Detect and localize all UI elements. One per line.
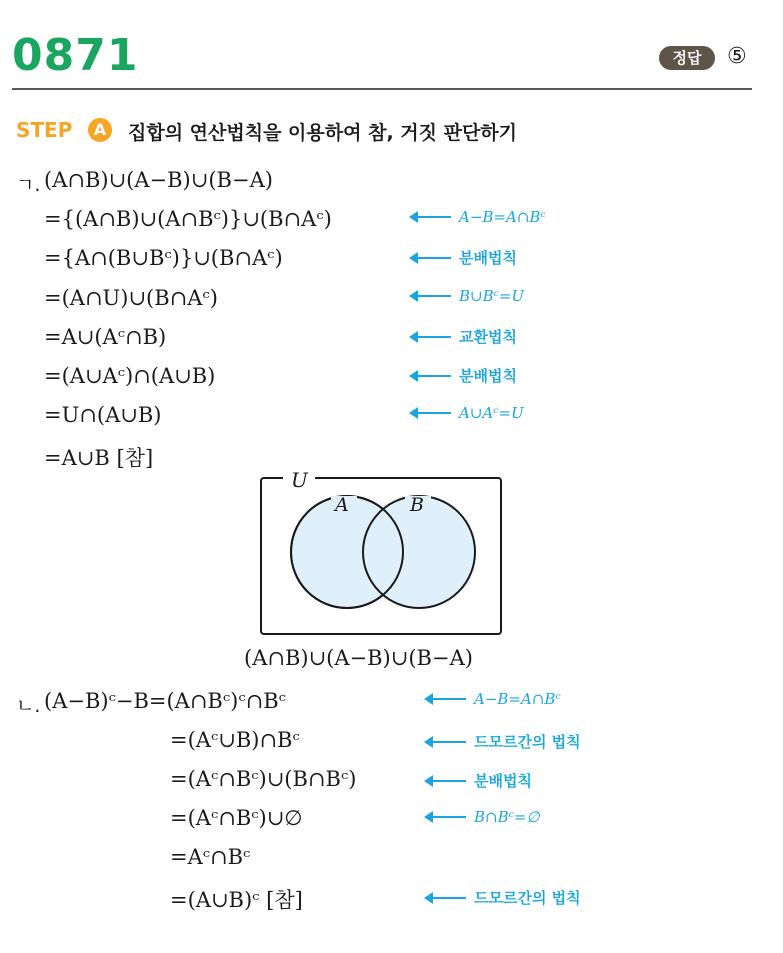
- part-b-line: (A−B)ᶜ−B=(A∩Bᶜ)ᶜ∩Bᶜ: [44, 689, 286, 713]
- part-a-note: 교환법칙: [411, 326, 517, 347]
- left-arrow-icon: [426, 816, 466, 818]
- part-b-line: =Aᶜ∩Bᶜ: [170, 845, 251, 869]
- left-arrow-icon: [411, 412, 451, 414]
- part-a-note: 분배법칙: [411, 365, 517, 386]
- part-a-note: A−B=A∩Bᶜ: [411, 208, 546, 226]
- answer-value: ⑤: [727, 44, 747, 69]
- part-b-note: B∩Bᶜ=∅: [426, 808, 540, 826]
- step-label: STEP: [16, 118, 73, 142]
- left-arrow-icon: [426, 741, 466, 743]
- part-b-marker: ㄴ.: [16, 695, 41, 717]
- left-arrow-icon: [426, 698, 466, 700]
- part-a-line: (A∩B)∪(A−B)∪(B−A): [44, 168, 273, 192]
- part-a-note: A∪Aᶜ=U: [411, 404, 524, 422]
- set-a-label: A: [335, 494, 349, 516]
- step-title: 집합의 연산법칙을 이용하여 참, 거짓 판단하기: [128, 122, 518, 144]
- step-badge: A: [88, 118, 112, 142]
- left-arrow-icon: [411, 257, 451, 259]
- part-b-line: =(A∪B)ᶜ [참]: [170, 888, 303, 912]
- part-a-line: ={A∩(B∪Bᶜ)}∪(B∩Aᶜ): [44, 246, 283, 270]
- part-b-note: A−B=A∩Bᶜ: [426, 690, 561, 708]
- part-a-line: =(A∩U)∪(B∩Aᶜ): [44, 286, 218, 310]
- venn-diagram: [255, 470, 507, 640]
- part-b-note: 분배법칙: [426, 770, 532, 791]
- universe-label: U: [291, 470, 308, 492]
- part-b-line: =(Aᶜ∩Bᶜ)∪∅: [170, 806, 303, 830]
- problem-number: 0871: [12, 30, 139, 81]
- part-a-note: B∪Bᶜ=U: [411, 287, 524, 305]
- part-a-line: =(A∪Aᶜ)∩(A∪B): [44, 364, 216, 388]
- venn-caption: (A∩B)∪(A−B)∪(B−A): [244, 646, 473, 670]
- part-a-line: =A∪B [참]: [44, 446, 154, 470]
- answer-label-badge: 정답: [659, 46, 715, 70]
- part-a-note: 분배법칙: [411, 247, 517, 268]
- part-b-line: =(Aᶜ∪B)∩Bᶜ: [170, 728, 300, 752]
- part-a-line: =A∪(Aᶜ∩B): [44, 325, 167, 349]
- part-b-note: 드모르간의 법칙: [426, 887, 581, 908]
- left-arrow-icon: [426, 780, 466, 782]
- left-arrow-icon: [426, 897, 466, 899]
- header-divider: [12, 88, 752, 90]
- part-a-line: ={(A∩B)∪(A∩Bᶜ)}∪(B∩Aᶜ): [44, 207, 332, 231]
- left-arrow-icon: [411, 336, 451, 338]
- part-a-line: =U∩(A∪B): [44, 403, 162, 427]
- left-arrow-icon: [411, 216, 451, 218]
- set-b-label: B: [410, 494, 424, 516]
- part-b-note: 드모르간의 법칙: [426, 731, 581, 752]
- left-arrow-icon: [411, 375, 451, 377]
- part-b-line: =(Aᶜ∩Bᶜ)∪(B∩Bᶜ): [170, 767, 357, 791]
- left-arrow-icon: [411, 295, 451, 297]
- part-a-marker: ㄱ.: [16, 174, 41, 196]
